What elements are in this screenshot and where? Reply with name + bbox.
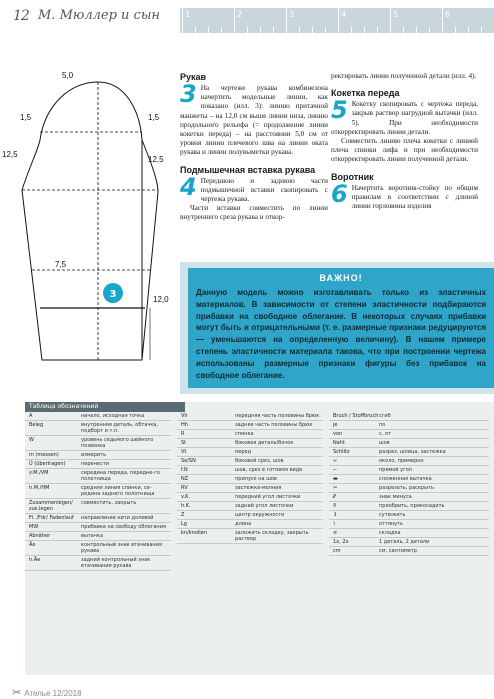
legend-symbol: Äe	[29, 542, 36, 548]
step-number: 5	[331, 96, 348, 125]
legend-meaning: разрезать, раскрыть	[379, 485, 434, 491]
legend-row	[177, 439, 323, 448]
legend-row	[177, 484, 323, 493]
legend-row	[329, 520, 489, 529]
legend-symbol: Hh	[181, 422, 188, 428]
legend-meaning: внутренняя деталь, обтачка, подборт и т.п.	[81, 422, 159, 434]
legend-symbol: ≡	[333, 530, 338, 536]
legend-row	[25, 532, 171, 541]
legend-symbol: 1х, 2х	[333, 539, 349, 545]
footer	[12, 686, 82, 699]
legend-row	[25, 556, 171, 571]
legend-table	[25, 402, 494, 675]
legend-row	[329, 475, 489, 484]
warning-box	[180, 262, 494, 394]
legend-symbol: Abnäher	[29, 533, 51, 539]
legend-symbol: v.K.	[181, 494, 191, 500]
legend-column-3	[329, 412, 489, 556]
legend-symbol: Ü (überlragen)	[29, 461, 66, 467]
legend-row	[177, 511, 323, 520]
sleeve-pattern-svg	[0, 60, 180, 390]
header-ruler	[180, 8, 494, 33]
warning-title: ВАЖНО!	[319, 273, 363, 283]
legend-row	[329, 502, 489, 511]
legend-row	[177, 421, 323, 430]
scissors-icon: ✂	[12, 687, 22, 699]
legend-row	[329, 529, 489, 538]
dim-left-side: 12,5	[2, 150, 18, 159]
legend-title: Таблица обозначений	[25, 402, 185, 412]
collar-text: Начертить воротник-стойку по общим правилам в соответствии с длиной линии горловины изделия	[351, 183, 478, 211]
legend-row	[25, 514, 171, 523]
yoke-title: Кокетка переда	[331, 88, 400, 99]
legend-symbol: ↕	[333, 512, 338, 518]
legend-meaning: около, примерно	[379, 458, 424, 464]
legend-meaning: припуск на шов	[235, 476, 277, 482]
legend-meaning: перед	[235, 449, 252, 455]
legend-row	[329, 547, 489, 556]
legend-meaning: см, сантиметр	[379, 548, 417, 554]
legend-meaning: сгиб	[379, 413, 391, 419]
legend-symbol: Schlitz	[333, 449, 350, 455]
legend-symbol: R	[181, 431, 185, 437]
legend-symbol: ≈	[333, 458, 338, 464]
legend-meaning: контрольный знак втачивания рукава	[81, 542, 162, 554]
legend-symbol: je	[333, 422, 338, 428]
legend-symbol: Bruch / Stoffbruch	[333, 413, 379, 419]
legend-symbol: ⌐	[333, 467, 338, 473]
step-number: 3	[180, 80, 197, 108]
step-number: 6	[331, 179, 348, 208]
legend-row	[25, 523, 171, 532]
legend-column-1	[25, 412, 171, 571]
legend-row	[177, 457, 323, 466]
legend-row	[177, 475, 323, 484]
text-column-1	[180, 72, 328, 223]
legend-row	[329, 430, 489, 439]
dim-top-width: 5,0	[62, 71, 74, 80]
legend-symbol: ✂	[333, 485, 338, 491]
page-number: 12	[13, 8, 29, 24]
legend-meaning: заложить складку, закрыть раствор	[235, 530, 309, 542]
legend-meaning: складка	[379, 530, 401, 536]
legend-symbol: W	[29, 437, 34, 443]
legend-meaning: задний контрольный знак втачивания рукава	[81, 557, 151, 569]
legend-row	[177, 493, 323, 502]
dim-right-side: 12,5	[148, 155, 164, 164]
legend-row	[329, 457, 489, 466]
legend-meaning: 1 деталь, 2 детали	[379, 539, 430, 545]
legend-symbol: Vt	[181, 449, 187, 455]
legend-row	[177, 448, 323, 457]
legend-symbol: Lg	[181, 521, 187, 527]
legend-row	[25, 499, 171, 514]
legend-row	[329, 412, 489, 421]
legend-row	[329, 493, 489, 502]
legend-meaning: измерить	[81, 452, 107, 458]
legend-symbol: ⌇	[333, 521, 336, 527]
ruler-number: 2	[237, 10, 243, 19]
brand-title: М. Мюллер и сын	[38, 8, 160, 23]
gusset-text: Переднюю и заднюю части подмышечной вставки скопировать с чертежа рукава.	[200, 176, 328, 204]
legend-symbol: kn/knollen	[181, 530, 207, 536]
legend-symbol: h.Äe	[29, 557, 41, 563]
legend-meaning: задний угол листочки	[235, 503, 294, 509]
legend-row	[329, 439, 489, 448]
legend-symbol: RV	[181, 485, 188, 491]
legend-symbol: Zusammenlegen/ zus.legen	[29, 500, 73, 512]
legend-meaning: знак минуса	[379, 494, 412, 500]
legend-row	[329, 484, 489, 493]
legend-meaning: сутюжить	[379, 512, 406, 518]
step-marker-number: 3	[109, 289, 117, 300]
legend-row	[329, 421, 489, 430]
legend-symbol: NZ	[181, 476, 189, 482]
warning-text: Данную модель можно изготавливать только из эластичных материалов. В зависимости от степени эластичности подбираются прибавки на свободное облегание. В некоторых случаях прибавки могут быть и отрицательными (т. е. размерные признаки редуцируются — уменьшаются на определенную величину). В нашем примере степень эластичности материала такова, что при построении чертежа использованы размерные признаки фигуры без прибавок на свободное облегание.	[196, 288, 486, 380]
legend-symbol: Vh	[181, 413, 188, 419]
legend-symbol: A	[29, 413, 33, 419]
dim-left-upper: 1,5	[20, 113, 32, 122]
legend-symbol: f.N	[181, 467, 188, 473]
legend-meaning: сложенная вытачка	[379, 476, 432, 482]
legend-symbol: ▬	[333, 476, 338, 482]
legend-meaning: уровень седьмого шейного позвонка	[81, 437, 154, 449]
legend-row	[25, 460, 171, 469]
continued-text: ректировать линии полученной детали (илл. 4).	[331, 72, 477, 80]
legend-row	[177, 529, 323, 544]
legend-row	[25, 451, 171, 460]
legend-symbol: ⁄⁄⁄	[333, 494, 336, 500]
legend-meaning: передняя часть половины брюк	[235, 413, 320, 419]
gusset-title: Подмышечная вставка рукава	[180, 164, 316, 175]
legend-row	[177, 520, 323, 529]
sleeve-outline	[22, 140, 142, 360]
legend-meaning: шов, срез в готовом виде	[235, 467, 303, 473]
yoke-text: Кокетку скопировать с чертежа переда, закрыв раствор нагрудной вытачки (илл. 5). При необходимости откорректировать линии детали.	[331, 100, 478, 136]
legend-symbol: h.K.	[181, 503, 191, 509]
step-number: 4	[180, 172, 197, 201]
legend-meaning: средняя линия спинки, се-редина заднего полотнища	[81, 485, 155, 497]
legend-symbol: v.M./VM	[29, 470, 49, 476]
legend-row	[25, 412, 171, 421]
sleeve-title: Рукав	[180, 72, 207, 82]
legend-meaning: боковая деталь/бочок	[235, 440, 294, 446]
legend-meaning: шов	[379, 440, 390, 446]
legend-row	[329, 538, 489, 547]
dim-hem-depth: 12,0	[153, 295, 169, 304]
ruler-number: 6	[445, 10, 451, 19]
legend-symbol: Fl. /Fdr/ Fadenlauf	[29, 515, 74, 521]
legend-symbol: von	[333, 431, 343, 437]
legend-row	[329, 466, 489, 475]
legend-symbol: Se/SN	[181, 458, 196, 464]
legend-row	[25, 436, 171, 451]
legend-meaning: по	[379, 422, 386, 428]
legend-meaning: с, от	[379, 431, 391, 437]
legend-row	[25, 484, 171, 499]
legend-meaning: центр окружности	[235, 512, 285, 518]
legend-meaning: передний угол листочки	[235, 494, 301, 500]
legend-row	[177, 502, 323, 511]
legend-symbol: St	[181, 440, 187, 446]
footer-text: Ателье 12/2018	[24, 689, 82, 698]
legend-meaning: перенести	[81, 461, 109, 467]
dim-bottom-width: 7,5	[55, 260, 67, 269]
legend-row	[329, 511, 489, 520]
legend-symbol: m (messen)	[29, 452, 59, 458]
legend-meaning: спинка	[235, 431, 254, 437]
dim-right-upper: 1,5	[148, 113, 160, 122]
legend-row	[329, 448, 489, 457]
legend-meaning: приобрить, прикосадить	[379, 503, 445, 509]
legend-meaning: вытачка	[81, 533, 103, 539]
legend-symbol: h.M./HM	[29, 485, 50, 491]
legend-symbol: MW	[29, 524, 39, 530]
legend-symbol: Naht	[333, 440, 345, 446]
legend-meaning: начало, исходная точка	[81, 413, 145, 419]
gusset-text-2: Части вставки совместить по линии внутреннего среза рукава и откор-	[180, 204, 328, 222]
legend-meaning: застежка-молния	[235, 485, 282, 491]
legend-meaning: совместить, закрыть	[81, 500, 137, 506]
legend-meaning: направление нити долевой	[81, 515, 154, 521]
legend-meaning: середина переда, передне-го полотнища	[81, 470, 160, 482]
legend-meaning: оттянуть	[379, 521, 403, 527]
legend-meaning: задняя часть половины брюк	[235, 422, 313, 428]
legend-symbol: Z	[181, 512, 185, 518]
legend-symbol: ⚲	[333, 503, 337, 509]
legend-column-2	[177, 412, 323, 544]
legend-row	[25, 469, 171, 484]
legend-row	[177, 412, 323, 421]
legend-row	[177, 430, 323, 439]
ruler-number: 1	[185, 10, 191, 19]
text-column-2	[331, 72, 478, 211]
collar-title: Воротник	[331, 171, 374, 182]
legend-meaning: прибавка на свободу облегания	[81, 524, 166, 530]
legend-meaning: боковой срез, шов	[235, 458, 284, 464]
yoke-text-2: Совместить линию плеча кокетки с линией плеча спинки лифа и при необходимости откорректировать линии полученной детали.	[331, 137, 478, 164]
sleeve-text: На чертеже рукава комбинезона начертить модельные линии, как показано (илл. 3): линию притачной манжеты – на 12,0 см выше линии низа, линию продольного рельефа (= продолжение линии кокетки переда) – на расстоянии 5,0 см от уровня линии плечевого шва на линии оката рукава и линии полувыметки рукава.	[180, 84, 328, 157]
legend-row	[25, 421, 171, 436]
sleeve-pattern-drawing	[0, 60, 180, 390]
legend-symbol: Beleg	[29, 422, 44, 428]
legend-meaning: длина	[235, 521, 252, 527]
legend-symbol: cm	[333, 548, 341, 554]
ruler-number: 3	[289, 10, 295, 19]
legend-row	[177, 466, 323, 475]
legend-row	[25, 541, 171, 556]
ruler-number: 5	[393, 10, 399, 19]
legend-meaning: прямой угол	[379, 467, 412, 473]
legend-meaning: разрез, шлица, застежка	[379, 449, 446, 455]
ruler-number: 4	[341, 10, 347, 19]
